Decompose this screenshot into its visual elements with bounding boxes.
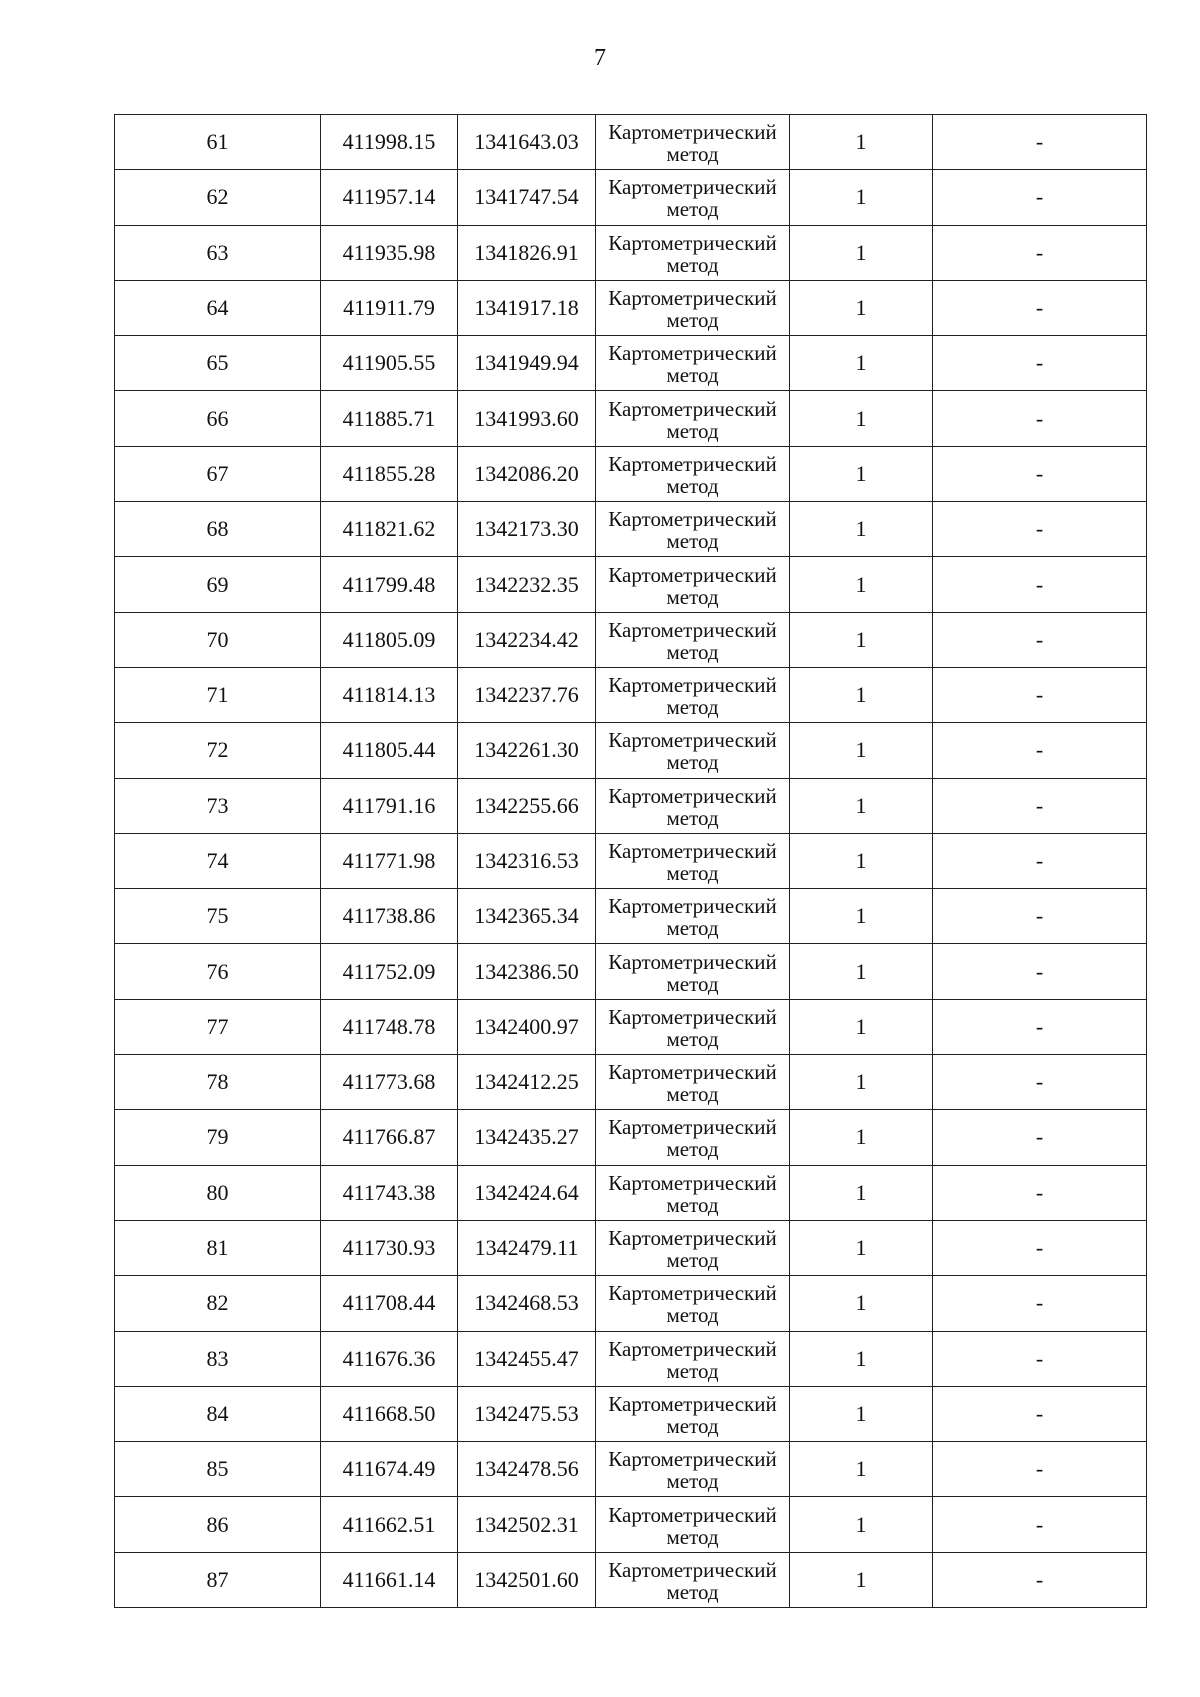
point-number-cell: 67 <box>115 446 321 501</box>
point-number-cell: 65 <box>115 336 321 391</box>
table-row <box>115 723 1147 778</box>
method-label-line1: Картометрический <box>608 1115 777 1140</box>
method-label-line2: метод <box>666 1248 719 1273</box>
coordinate-x-cell: 411821.62 <box>321 502 458 557</box>
method-label-line1: Картометрический <box>608 1004 777 1029</box>
description-cell: - <box>933 557 1147 612</box>
point-number-cell: 72 <box>115 723 321 778</box>
coordinate-x-cell: 411814.13 <box>321 667 458 722</box>
coordinate-x-cell: 411791.16 <box>321 778 458 833</box>
method-label-line2: метод <box>666 805 719 830</box>
coordinate-x-cell: 411766.87 <box>321 1110 458 1165</box>
coordinate-x-cell: 411748.78 <box>321 999 458 1054</box>
method-cell <box>596 944 790 999</box>
method-label-line1: Картометрический <box>608 1060 777 1085</box>
point-number-cell: 71 <box>115 667 321 722</box>
table-row <box>115 225 1147 280</box>
table-row <box>115 170 1147 225</box>
accuracy-cell: 1 <box>790 170 933 225</box>
table-row <box>115 1220 1147 1275</box>
coordinate-y-cell: 1342400.97 <box>458 999 596 1054</box>
method-label-line1: Картометрический <box>608 562 777 587</box>
coordinate-x-cell: 411905.55 <box>321 336 458 391</box>
coordinate-x-cell: 411752.09 <box>321 944 458 999</box>
method-cell <box>596 1165 790 1220</box>
table-row <box>115 1442 1147 1497</box>
accuracy-cell: 1 <box>790 612 933 667</box>
method-label-line2: метод <box>666 308 719 333</box>
method-label-line1: Картометрический <box>608 673 777 698</box>
coordinate-x-cell: 411674.49 <box>321 1442 458 1497</box>
method-label-line2: метод <box>666 1137 719 1162</box>
description-cell: - <box>933 833 1147 888</box>
method-label-line1: Картометрический <box>608 1170 777 1195</box>
table-row <box>115 1552 1147 1607</box>
method-label-line1: Картометрический <box>608 230 777 255</box>
table-body <box>115 115 1147 1608</box>
coordinate-x-cell: 411799.48 <box>321 557 458 612</box>
point-number-cell: 68 <box>115 502 321 557</box>
coordinate-y-cell: 1342468.53 <box>458 1276 596 1331</box>
method-cell <box>596 1110 790 1165</box>
method-label-line2: метод <box>666 861 719 885</box>
method-label-line1: Картометрический <box>608 286 777 311</box>
method-cell <box>596 999 790 1054</box>
description-cell: - <box>933 999 1147 1054</box>
table-row <box>115 778 1147 833</box>
method-label-line1: Картометрический <box>608 783 777 808</box>
coordinate-y-cell: 1342424.64 <box>458 1165 596 1220</box>
coordinate-x-cell: 411855.28 <box>321 446 458 501</box>
description-cell: - <box>933 336 1147 391</box>
method-label-line2: метод <box>666 529 719 554</box>
point-number-cell: 78 <box>115 1055 321 1110</box>
method-label-line1: Картометрический <box>608 728 777 753</box>
accuracy-cell: 1 <box>790 1442 933 1497</box>
coordinate-x-cell: 411998.15 <box>321 115 458 170</box>
accuracy-cell: 1 <box>790 889 933 944</box>
coordinate-x-cell: 411911.79 <box>321 280 458 335</box>
table-row <box>115 557 1147 612</box>
description-cell: - <box>933 944 1147 999</box>
point-number-cell: 62 <box>115 170 321 225</box>
point-number-cell: 82 <box>115 1276 321 1331</box>
coordinate-x-cell: 411885.71 <box>321 391 458 446</box>
coordinate-y-cell: 1342234.42 <box>458 612 596 667</box>
point-number-cell: 74 <box>115 833 321 888</box>
coordinate-y-cell: 1342455.47 <box>458 1331 596 1386</box>
method-label-line1: Картометрический <box>608 120 777 145</box>
description-cell: - <box>933 778 1147 833</box>
description-cell: - <box>933 1165 1147 1220</box>
point-number-cell: 83 <box>115 1331 321 1386</box>
method-label-line1: Картометрический <box>608 1502 777 1527</box>
method-label-line2: метод <box>666 252 719 277</box>
coordinate-x-cell: 411730.93 <box>321 1220 458 1275</box>
method-cell <box>596 889 790 944</box>
method-label-line1: Картометрический <box>608 617 777 642</box>
method-label-line1: Картометрический <box>608 1557 777 1582</box>
method-label-line1: Картометрический <box>608 1391 777 1416</box>
coordinate-x-cell: 411738.86 <box>321 889 458 944</box>
coordinate-y-cell: 1342502.31 <box>458 1497 596 1552</box>
description-cell: - <box>933 1331 1147 1386</box>
method-label-line1: Картометрический <box>608 839 777 863</box>
method-cell <box>596 1386 790 1441</box>
coordinate-y-cell: 1342086.20 <box>458 446 596 501</box>
description-cell: - <box>933 1276 1147 1331</box>
coordinate-y-cell: 1342386.50 <box>458 944 596 999</box>
method-cell <box>596 446 790 501</box>
table-row <box>115 280 1147 335</box>
coordinate-y-cell: 1341949.94 <box>458 336 596 391</box>
point-number-cell: 64 <box>115 280 321 335</box>
method-label-line2: метод <box>666 639 719 664</box>
method-label-line2: метод <box>666 1413 719 1438</box>
point-number-cell: 76 <box>115 944 321 999</box>
coordinate-y-cell: 1341993.60 <box>458 391 596 446</box>
accuracy-cell: 1 <box>790 225 933 280</box>
table-row <box>115 944 1147 999</box>
coordinate-y-cell: 1342501.60 <box>458 1552 596 1607</box>
point-number-cell: 85 <box>115 1442 321 1497</box>
accuracy-cell: 1 <box>790 280 933 335</box>
coordinate-y-cell: 1342173.30 <box>458 502 596 557</box>
table-row <box>115 446 1147 501</box>
description-cell: - <box>933 446 1147 501</box>
coordinate-y-cell: 1342412.25 <box>458 1055 596 1110</box>
point-number-cell: 75 <box>115 889 321 944</box>
method-label-line1: Картометрический <box>608 507 777 532</box>
method-label-line2: метод <box>666 1026 719 1051</box>
description-cell: - <box>933 1220 1147 1275</box>
method-cell <box>596 1442 790 1497</box>
method-cell <box>596 1497 790 1552</box>
accuracy-cell: 1 <box>790 999 933 1054</box>
description-cell: - <box>933 280 1147 335</box>
method-cell <box>596 833 790 888</box>
table-row <box>115 1055 1147 1110</box>
method-cell <box>596 723 790 778</box>
coordinate-x-cell: 411708.44 <box>321 1276 458 1331</box>
method-label-line2: метод <box>666 971 719 996</box>
method-label-line2: метод <box>666 1192 719 1217</box>
description-cell: - <box>933 667 1147 722</box>
description-cell: - <box>933 1442 1147 1497</box>
table-row <box>115 833 1147 888</box>
point-number-cell: 86 <box>115 1497 321 1552</box>
accuracy-cell: 1 <box>790 1110 933 1165</box>
coordinate-x-cell: 411935.98 <box>321 225 458 280</box>
coordinate-x-cell: 411805.44 <box>321 723 458 778</box>
accuracy-cell: 1 <box>790 446 933 501</box>
coordinate-x-cell: 411676.36 <box>321 1331 458 1386</box>
method-label-line1: Картометрический <box>608 1447 777 1472</box>
method-label-line1: Картометрический <box>608 175 777 200</box>
accuracy-cell: 1 <box>790 502 933 557</box>
method-label-line1: Картометрический <box>608 1226 777 1251</box>
accuracy-cell: 1 <box>790 336 933 391</box>
coordinate-y-cell: 1342237.76 <box>458 667 596 722</box>
accuracy-cell: 1 <box>790 1552 933 1607</box>
point-number-cell: 69 <box>115 557 321 612</box>
coordinate-y-cell: 1342478.56 <box>458 1442 596 1497</box>
method-label-line1: Картометрический <box>608 1281 777 1306</box>
description-cell: - <box>933 723 1147 778</box>
page-number: 7 <box>594 45 606 71</box>
method-cell <box>596 1220 790 1275</box>
description-cell: - <box>933 170 1147 225</box>
table-row <box>115 999 1147 1054</box>
description-cell: - <box>933 1055 1147 1110</box>
table-row <box>115 667 1147 722</box>
coordinate-y-cell: 1342255.66 <box>458 778 596 833</box>
table-row <box>115 1386 1147 1441</box>
description-cell: - <box>933 502 1147 557</box>
method-label-line1: Картометрический <box>608 949 777 974</box>
coordinate-x-cell: 411771.98 <box>321 833 458 888</box>
table-row <box>115 612 1147 667</box>
method-label-line2: метод <box>666 916 719 941</box>
accuracy-cell: 1 <box>790 557 933 612</box>
point-number-cell: 73 <box>115 778 321 833</box>
coordinate-x-cell: 411668.50 <box>321 1386 458 1441</box>
method-cell <box>596 1331 790 1386</box>
accuracy-cell: 1 <box>790 1165 933 1220</box>
method-cell <box>596 1276 790 1331</box>
coordinate-y-cell: 1342435.27 <box>458 1110 596 1165</box>
accuracy-cell: 1 <box>790 1055 933 1110</box>
coordinate-y-cell: 1341826.91 <box>458 225 596 280</box>
method-label-line2: метод <box>666 584 719 609</box>
point-number-cell: 84 <box>115 1386 321 1441</box>
description-cell: - <box>933 115 1147 170</box>
accuracy-cell: 1 <box>790 1331 933 1386</box>
table-row <box>115 1110 1147 1165</box>
accuracy-cell: 1 <box>790 1497 933 1552</box>
method-label-line1: Картометрический <box>608 451 777 476</box>
accuracy-cell: 1 <box>790 667 933 722</box>
accuracy-cell: 1 <box>790 391 933 446</box>
method-label-line2: метод <box>666 142 719 167</box>
method-label-line2: метод <box>666 695 719 720</box>
method-label-line2: метод <box>666 473 719 498</box>
coordinate-y-cell: 1342475.53 <box>458 1386 596 1441</box>
description-cell: - <box>933 889 1147 944</box>
method-label-line2: метод <box>666 1524 719 1549</box>
accuracy-cell: 1 <box>790 115 933 170</box>
point-number-cell: 63 <box>115 225 321 280</box>
accuracy-cell: 1 <box>790 1220 933 1275</box>
method-label-line2: метод <box>666 197 719 222</box>
coordinate-x-cell: 411957.14 <box>321 170 458 225</box>
point-number-cell: 70 <box>115 612 321 667</box>
description-cell: - <box>933 1386 1147 1441</box>
coordinate-y-cell: 1341747.54 <box>458 170 596 225</box>
coordinate-x-cell: 411661.14 <box>321 1552 458 1607</box>
point-number-cell: 66 <box>115 391 321 446</box>
method-cell <box>596 1055 790 1110</box>
accuracy-cell: 1 <box>790 723 933 778</box>
table-row <box>115 1331 1147 1386</box>
method-cell <box>596 225 790 280</box>
method-label-line1: Картометрический <box>608 396 777 421</box>
coordinate-x-cell: 411773.68 <box>321 1055 458 1110</box>
accuracy-cell: 1 <box>790 944 933 999</box>
point-number-cell: 80 <box>115 1165 321 1220</box>
coordinate-x-cell: 411662.51 <box>321 1497 458 1552</box>
table-row <box>115 1276 1147 1331</box>
description-cell: - <box>933 391 1147 446</box>
method-label-line2: метод <box>666 1358 719 1383</box>
table-row <box>115 115 1147 170</box>
method-cell <box>596 612 790 667</box>
method-label-line2: метод <box>666 750 719 775</box>
table-row <box>115 336 1147 391</box>
description-cell: - <box>933 225 1147 280</box>
point-number-cell: 87 <box>115 1552 321 1607</box>
coordinate-y-cell: 1341917.18 <box>458 280 596 335</box>
method-cell <box>596 170 790 225</box>
table-row <box>115 889 1147 944</box>
method-label-line1: Картометрический <box>608 894 777 919</box>
method-label-line2: метод <box>666 1469 719 1494</box>
method-label-line2: метод <box>666 1082 719 1107</box>
table-row <box>115 502 1147 557</box>
coordinate-y-cell: 1342365.34 <box>458 889 596 944</box>
description-cell: - <box>933 1497 1147 1552</box>
method-cell <box>596 778 790 833</box>
method-cell <box>596 502 790 557</box>
accuracy-cell: 1 <box>790 778 933 833</box>
accuracy-cell: 1 <box>790 1276 933 1331</box>
point-number-cell: 77 <box>115 999 321 1054</box>
method-cell <box>596 336 790 391</box>
accuracy-cell: 1 <box>790 1386 933 1441</box>
table-row <box>115 1165 1147 1220</box>
method-cell <box>596 391 790 446</box>
description-cell: - <box>933 1552 1147 1607</box>
coordinate-y-cell: 1342316.53 <box>458 833 596 888</box>
method-label-line1: Картометрический <box>608 1336 777 1361</box>
method-label-line2: метод <box>666 1303 719 1328</box>
coordinate-y-cell: 1341643.03 <box>458 115 596 170</box>
description-cell: - <box>933 1110 1147 1165</box>
table-row <box>115 1497 1147 1552</box>
coordinates-table <box>114 114 1147 1608</box>
point-number-cell: 79 <box>115 1110 321 1165</box>
method-label-line2: метод <box>666 1579 719 1604</box>
point-number-cell: 81 <box>115 1220 321 1275</box>
point-number-cell: 61 <box>115 115 321 170</box>
description-cell: - <box>933 612 1147 667</box>
method-cell <box>596 557 790 612</box>
coordinate-x-cell: 411743.38 <box>321 1165 458 1220</box>
method-label-line2: метод <box>666 418 719 443</box>
method-label-line1: Картометрический <box>608 341 777 366</box>
coordinate-y-cell: 1342261.30 <box>458 723 596 778</box>
method-cell <box>596 280 790 335</box>
method-cell <box>596 115 790 170</box>
method-label-line2: метод <box>666 363 719 388</box>
coordinate-x-cell: 411805.09 <box>321 612 458 667</box>
coordinate-y-cell: 1342232.35 <box>458 557 596 612</box>
method-cell <box>596 1552 790 1607</box>
table-row <box>115 391 1147 446</box>
coordinate-y-cell: 1342479.11 <box>458 1220 596 1275</box>
method-cell <box>596 667 790 722</box>
accuracy-cell: 1 <box>790 833 933 888</box>
